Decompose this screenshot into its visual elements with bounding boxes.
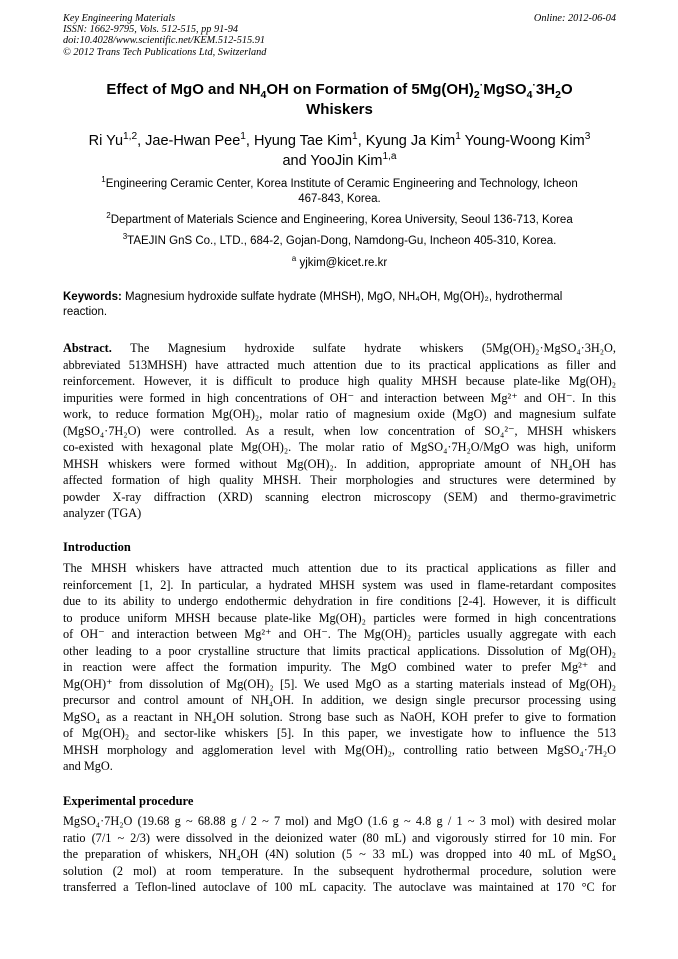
affiliation-3: $^3$TAEJIN GnS Co., LTD., 684-2, Gojan-Dong, Namdong-Gu, Incheon 405-310, Korea.: [122, 232, 557, 247]
affiliation-2: $^2$Department of Materials Science and Engineering, Korea University, Seoul 136-713, Korea: [106, 211, 573, 226]
keywords: Keywords: Magnesium hydroxide sulfate hydrate (MHSH), MgO, NH₄OH, Mg(OH)₂, hydrothermal reaction.: [63, 291, 563, 318]
title-line-1: Effect of MgO and $NH_4OH$ on Formation of $5Mg(OH)_2^\cdot MgSO_4^\cdot 3H_2O$: [106, 79, 573, 101]
paper-title: [63, 80, 616, 120]
copyright: © 2012 Trans Tech Publications Ltd, Switzerland: [63, 46, 267, 58]
contact-email: $^a$ yjkim@kicet.re.kr: [291, 254, 388, 269]
doi: doi:10.4028/www.scientific.net/KEM.512-515.91: [63, 35, 266, 47]
issn: ISSN: 1662-9795, Vols. 512-515, pp 91-94: [63, 24, 239, 36]
introduction-heading: Introduction: [63, 540, 131, 554]
email-link[interactable]: yjkim@kicet.re.kr: [299, 257, 388, 269]
experimental-body: MgSO₄·7H₂O (19.68 g ~ 68.88 g / 2 ~ 7 mol) and MgO (1.6 g ~ 4.8 g / 1 ~ 3 mol) with desired molar ratio (7/1 ~ 2/3) were dissolved in the deionized water (80 mL) and vigorously stirred for 10 min. For the preparation of whiskers, NH₄OH (4N) solution (5 ~ 33 mL) was dropped into 40 mL of MgSO₄ solution (2 mol) at room temperature. In the subsequent hydrothermal procedure, solution were transferred a Teflon-lined autoclave of 100 mL capacity. The autoclave was maintained at 170 °C for: [63, 814, 616, 894]
keywords-label: Keywords:: [63, 291, 122, 303]
title-line-2: Whiskers: [306, 101, 373, 118]
journal-header: [63, 13, 616, 58]
journal-name: Key Engineering Materials: [63, 13, 176, 24]
online-date: Online: 2012-06-04: [533, 13, 616, 24]
author-list: Ri Yu$^{1,2}$, Jae-Hwan Pee$^1$, Hyung Tae Kim$^1$, Kyung Ja Kim$^1$ Young-Woong Kim$^3$ and YooJin Kim$^{1,a}$: [88, 131, 591, 169]
introduction-body: The MHSH whiskers have attracted much attention due to its practical applications as filler and reinforcement [1, 2]. In particular, a hydrated MHSH system was used in flame-retardant composites due to its ability to undergo endothermic dehydration in fire conditions [2-4]. However, it is difficult to produce uniform MHSH because plate-like Mg(OH)₂ particles were formed in high concentrations of OH⁻ and interaction between Mg²⁺ and OH⁻. The Mg(OH)₂ particles usually aggregate with each other leading to a poor crystalline structure that limits practical applications. Dissolution of Mg(OH)₂ in reaction were affect the formation impurity. The MgO combined water to prefer Mg²⁺ and Mg(OH)⁺ from dissolution of Mg(OH)₂ [5]. We used MgO as a starting materials instead of Mg(OH)₂ precursor and control amount of NH₄OH. In addition, we design single precursor processing using MgSO₄ as a reactant in NH₄OH solution. Strong base such as NaOH, KOH prefer to give to formation of Mg(OH)₂ and sector-like whiskers [5]. In this paper, we investigate how to influence the 513 MHSH morphology and agglomeration level with Mg(OH)₂, controlling ratio between MgSO₄·7H₂O and MgO.: [63, 561, 616, 773]
abstract: Abstract. The Magnesium hydroxide sulfate hydrate whiskers (5Mg(OH)₂·MgSO₄·3H₂O, abbreviated 513MHSH) have attracted much attention due to its practical applications as filler and reinforcement. However, it is difficult to produce high quality MHSH because plate-like Mg(OH)₂ impurities were formed in high concentrations of OH⁻ and interaction between Mg²⁺ and OH⁻. In this work, to reduce formation Mg(OH)₂, molar ratio of magnesium oxide (MgO) and magnesium sulfate (MgSO₄·7H₂O) were controlled. As a result, when low concentration of SO₄²⁻, MHSH whiskers co-existed with hexagonal plate Mg(OH)₂. The molar ratio of MgSO₄·7H₂O/MgO was high, uniform MHSH whiskers were formed without Mg(OH)₂. In addition, appropriate amount of NH₄OH has affected formation of high quality MHSH. Their morphologies and structures were determined by powder X-ray diffraction (XRD) scanning electron microscopy (SEM) and thermo-gravimetric analyzer (TGA): [63, 341, 616, 520]
abstract-label: Abstract.: [63, 341, 112, 355]
experimental-heading: Experimental procedure: [63, 794, 194, 808]
affiliation-1: $^1$Engineering Ceramic Center, Korea Institute of Ceramic Engineering and Technology, Icheon 467-843, Korea.: [101, 175, 578, 205]
